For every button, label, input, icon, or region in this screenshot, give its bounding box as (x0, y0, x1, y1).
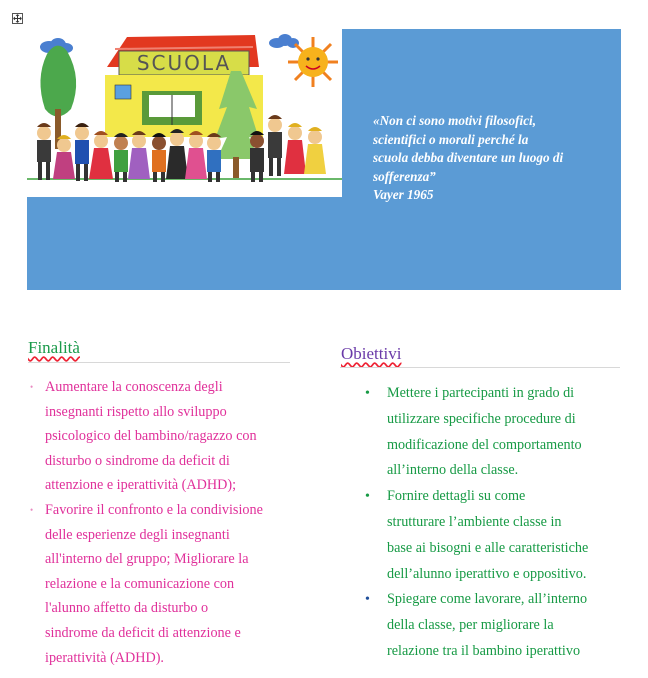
quote-line: scientifici o morali perché la (373, 131, 529, 147)
quote-line: scuola debba diventare un luogo di (373, 150, 564, 165)
list-item-line: Mettere i partecipanti in grado di (387, 385, 575, 401)
list-item-line: all'interno del gruppo; Migliorare la (45, 551, 249, 568)
list-item-line: psicologico del bambino/ragazzo con (45, 428, 257, 445)
finalita-heading (28, 338, 80, 358)
quote-line: «Non ci sono motivi filosofici, (373, 113, 537, 128)
list-item-line: Fornire dettagli su come (387, 488, 526, 505)
obiettivi-heading (341, 344, 401, 364)
school-sign-text: SCUOLA (136, 51, 232, 75)
list-item-line: attenzione e iperattività (ADHD); (45, 477, 237, 494)
list-item-line: delle esperienze degli insegnanti (45, 526, 230, 543)
list-item (365, 587, 588, 664)
list-item-line: sindrome da deficit di attenzione e (45, 624, 241, 641)
cloud-icon (269, 34, 299, 48)
list-item-line: l'alunno affetto da disturbo o (45, 600, 209, 617)
school-drawing-image (27, 29, 342, 197)
list-item-line: Aumentare la conoscenza degli (45, 379, 223, 395)
list-item-line: insegnanti rispetto allo sviluppo (45, 403, 227, 420)
list-item-line: modificazione del comportamento (387, 436, 582, 453)
quote-author: Vayer 1965 (373, 187, 434, 202)
obiettivi-heading-text: Obiettivi (341, 344, 402, 363)
list-item (365, 484, 589, 587)
finalita-list (30, 375, 263, 670)
bullet-icon: • (30, 504, 34, 515)
banner-quote (373, 112, 613, 205)
list-item-line: Spiegare come lavorare, all’interno (387, 591, 588, 608)
quote-line: sofferenza” (373, 168, 436, 184)
bullet-icon: • (365, 592, 370, 608)
list-item-line: iperattività (ADHD). (45, 649, 164, 666)
list-item-line: disturbo o sindrome da deficit di (45, 452, 230, 469)
bullet-icon: • (365, 489, 370, 505)
list-item-line: base ai bisogni e alle caratteristiche (387, 539, 589, 556)
list-item-line: della classe, per migliorare la (387, 617, 554, 634)
finalita-divider (28, 362, 290, 363)
table-move-handle-icon[interactable] (12, 13, 23, 24)
list-item-line: strutturare l’ambiente classe in (387, 513, 562, 530)
sun-icon (288, 37, 338, 87)
bullet-icon: • (365, 386, 370, 401)
list-item-line: relazione e la comunicazione con (45, 575, 235, 592)
list-item (365, 381, 588, 484)
list-item-line: Favorire il confronto e la condivisione (45, 501, 263, 518)
list-item-line: relazione tra il bambino iperattivo (387, 642, 581, 659)
list-item-line: utilizzare specifiche procedure di (387, 410, 576, 427)
list-item (30, 498, 263, 670)
obiettivi-divider (340, 367, 620, 368)
list-item-line: dell’alunno iperattivo e oppositivo. (387, 565, 587, 582)
finalita-heading-text: Finalità (28, 338, 80, 357)
list-item-line: all’interno della classe. (387, 462, 519, 479)
bullet-icon: • (30, 382, 34, 392)
obiettivi-list (365, 381, 589, 665)
list-item (30, 375, 263, 498)
